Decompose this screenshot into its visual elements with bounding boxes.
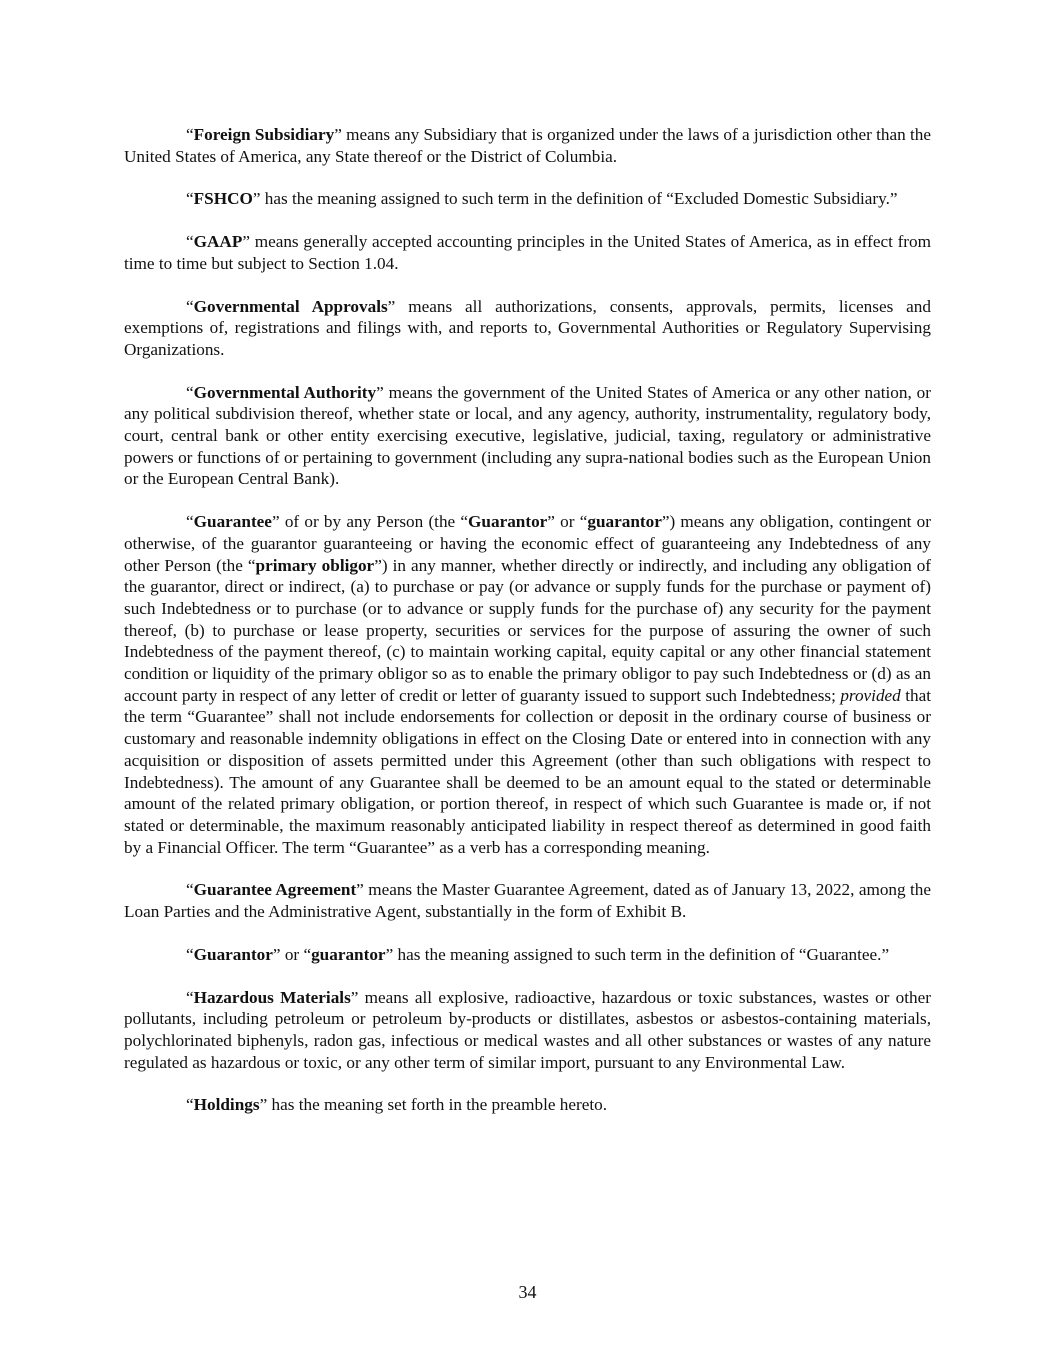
- definition-text: ” has the meaning assigned to such term in the definition of “Guarantee.”: [385, 944, 890, 964]
- defined-term: FSHCO: [193, 189, 253, 209]
- definition-foreign-subsidiary: “Foreign Subsidiary” means any Subsidiary that is organized under the laws of a jurisdiction other than the United States of America, any State thereof or the District of Columbia.: [124, 125, 932, 166]
- definition-text: ”) in any manner, whether directly or indirectly, and including any obligation of the guarantor, direct or indirect, (a) to purchase or pay (or advance or supply funds for the purchase or payment of) such Indebtedness or to purchase (or to advance or supply funds for the purchase of) any security for the payment thereof, (b) to purchase or lease property, securities or services for the purpose of assuring the owner of such Indebtedness of the payment thereof, (c) to maintain working capital, equity capital or any other financial statement condition or liquidity of the primary obligor so as to enable the primary obligor to pay such Indebtedness or (d) as an account party in respect of any letter of credit or letter of guaranty issued to support such Indebtedness;: [124, 555, 932, 705]
- definition-governmental-authority: “Governmental Authority” means the government of the United States of America or any other nation, or any political subdivision thereof, whether state or local, and any agency, authority, instrumentality, regulatory body, court, central bank or other entity exercising executive, legislative, judicial, taxing, regulatory or administrative powers or functions of or pertaining to government (including any supra-national bodies such as the European Union or the European Central Bank).: [124, 382, 931, 489]
- definition-text: ”) means any obligation, contingent or otherwise, of the guarantor guaranteeing or having the economic effect of guaranteeing any Indebtedness of any other Person (the “: [124, 512, 931, 575]
- document-page: [124, 124, 931, 1137]
- page-number: 34: [518, 1282, 537, 1302]
- definition-hazardous-materials: “Hazardous Materials” means all explosive, radioactive, hazardous or toxic substances, wastes or other pollutants, including petroleum or petroleum by-products or distillates, asbestos or asbestos-containing materials, polychlorinated biphenyls, radon gas, infectious or medical wastes and all other substances or wastes of any nature regulated as hazardous or toxic, or any other term of similar import, pursuant to any Environmental Law.: [124, 987, 931, 1072]
- definition-text: means the Master Guarantee Agreement, dated as of January 13, 2022, among the Loan Parties and the Administrative Agent, substantially in the form of Exhibit B.: [124, 880, 931, 922]
- italic-term: provided: [840, 685, 901, 705]
- defined-term: Guarantee: [193, 512, 272, 532]
- definition-guarantee: “Guarantee” of or by any Person (the “Guarantor” or “guarantor”) means any obligation, contingent or otherwise, of the guarantor guaranteeing or having the economic effect of guaranteeing any Indebtedness of any other Person (the “primary obligor”) in any manner, whether directly or indirectly, and including any obligation of the guarantor, direct or indirect, (a) to purchase or pay (or advance or supply funds for the purchase or payment of) such Indebtedness or to purchase (or to advance or supply funds for the purchase of) any security for the payment thereof, (b) to purchase or lease property, securities or services for the purpose of assuring the owner of such Indebtedness of the payment thereof, (c) to maintain working capital, equity capital or any other financial statement condition or liquidity of the primary obligor so as to enable the primary obligor to pay such Indebtedness or (d) as an account party in respect of any letter of credit or letter of guaranty issued to support such Indebtedness; provided that the term “Guarantee” shall not include endorsements for collection or deposit in the ordinary course of business or customary and reasonable indemnity obligations in effect on the Closing Date or entered into in connection with any acquisition or disposition of assets permitted under this Agreement (other than such obligations with respect to Indebtedness). The amount of any Guarantee shall be deemed to be an amount equal to the stated or determinable amount of the related primary obligation, or portion thereof, in respect of which such Guarantee is made or, if not stated or determinable, the maximum reasonably anticipated liability in respect thereof as determined in good faith by a Financial Officer. The term “Guarantee” as a verb has a corresponding meaning.: [124, 512, 932, 857]
- defined-term: primary obligor: [255, 555, 375, 575]
- definition-text: has the meaning set forth in the preamble hereto.: [267, 1095, 608, 1115]
- defined-term: guarantor: [587, 512, 662, 532]
- definition-text: means generally accepted accounting principles in the United States of America, as in effect from time to time but subject to Section 1.04.: [124, 232, 931, 273]
- definition-gaap: “GAAP” means generally accepted accounting principles in the United States of America, as in effect from time to time but subject to Section 1.04.: [124, 232, 931, 273]
- defined-term: GAAP: [193, 232, 243, 252]
- defined-term: Governmental Authority: [193, 382, 377, 402]
- defined-term: Foreign Subsidiary: [193, 125, 335, 144]
- definition-text: of or by any Person (the “: [279, 512, 469, 532]
- definition-text: means any Subsidiary that is organized under the laws of a jurisdiction other than the United States of America, any State thereof or the District of Columbia.: [124, 125, 932, 166]
- definition-text: ” or “: [547, 512, 588, 532]
- defined-term: Governmental Approvals: [193, 296, 388, 316]
- definition-guarantee-agreement: “Guarantee Agreement” means the Master Guarantee Agreement, dated as of January 13, 2022, among the Loan Parties and the Administrative Agent, substantially in the form of Exhibit B.: [124, 880, 931, 922]
- defined-term: Guarantor: [193, 944, 273, 964]
- definition-governmental-approvals: “Governmental Approvals” means all authorizations, consents, approvals, permits, licenses and exemptions of, registrations and filings with, and reports to, Governmental Authorities or Regulatory Supervising Organizations.: [124, 296, 931, 359]
- definition-text: means all authorizations, consents, approvals, permits, licenses and exemptions of, registrations and filings with, and reports to, Governmental Authorities or Regulatory Supervising Organizations.: [124, 296, 931, 359]
- defined-term: Guarantor: [468, 512, 548, 532]
- defined-term: guarantor: [311, 944, 386, 964]
- definition-text: means all explosive, radioactive, hazardous or toxic substances, wastes or other pollutants, including petroleum or petroleum by-products or distillates, asbestos or asbestos-containing materials, polychlorinated biphenyls, radon gas, infectious or medical wastes and all other substances or wastes of any nature regulated as hazardous or toxic, or any other term of similar import, pursuant to any Environmental Law.: [124, 987, 931, 1072]
- definition-text: that the term “Guarantee” shall not include endorsements for collection or deposit in the ordinary course of business or customary and reasonable indemnity obligations in effect on the Closing Date or entered into in connection with any acquisition or disposition of assets permitted under this Agreement (other than such obligations with respect to Indebtedness). The amount of any Guarantee shall be deemed to be an amount equal to the stated or determinable amount of the related primary obligation, or portion thereof, in respect of which such Guarantee is made or, if not stated or determinable, the maximum reasonably anticipated liability in respect thereof as determined in good faith by a Financial Officer. The term “Guarantee” as a verb has a corresponding meaning.: [124, 685, 931, 857]
- definition-text: has the meaning assigned to such term in the definition of “Excluded Domestic Subsidiary.”: [260, 189, 898, 209]
- defined-term: Hazardous Materials: [193, 987, 351, 1007]
- definition-text: or “: [280, 944, 312, 964]
- definition-holdings: “Holdings” has the meaning set forth in the preamble hereto.: [186, 1095, 608, 1115]
- definition-text: means the government of the United States of America or any other nation, or any political subdivision thereof, whether state or local, and any agency, authority, instrumentality, regulatory body, court, central bank or other entity exercising executive, legislative, judicial, taxing, regulatory or administrative powers or functions of or pertaining to government (including any supra-national bodies such as the European Union or the European Central Bank).: [124, 382, 931, 489]
- definition-guarantor: “Guarantor” or “guarantor” has the meaning assigned to such term in the definition of “Guarantee.”: [186, 944, 890, 964]
- definition-fshco: “FSHCO” has the meaning assigned to such term in the definition of “Excluded Domestic Subsidiary.”: [186, 189, 898, 209]
- defined-term: Holdings: [193, 1095, 260, 1115]
- defined-term: Guarantee Agreement: [193, 880, 357, 900]
